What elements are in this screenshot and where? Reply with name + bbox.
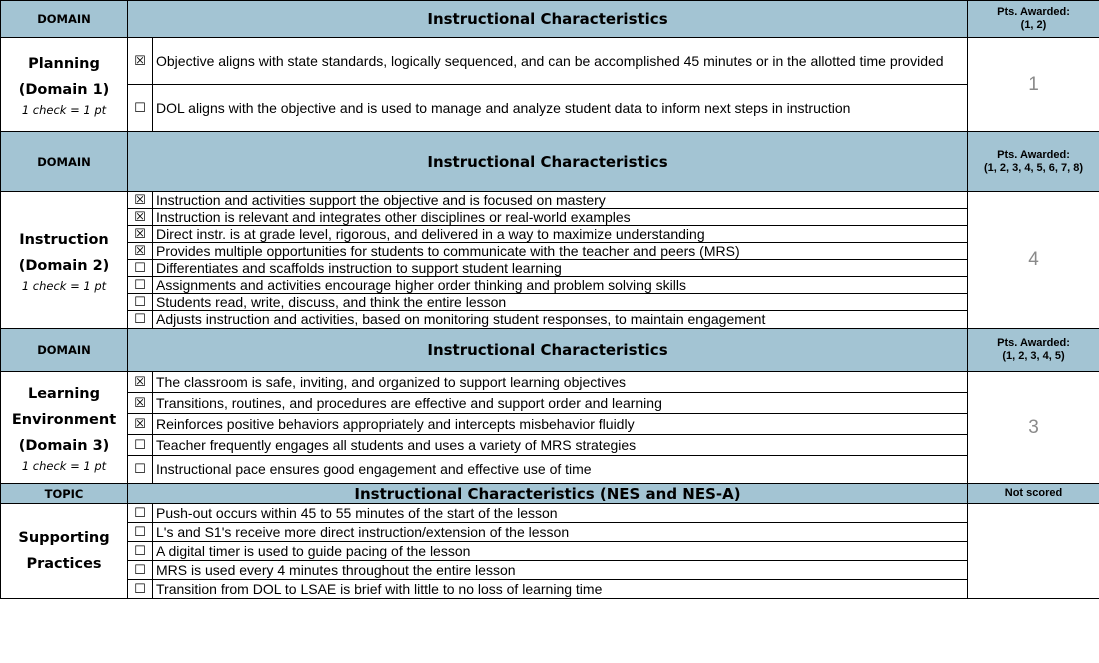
criterion-text: Instruction is relevant and integrates other disciplines or real-world examples (153, 209, 968, 226)
characteristic-row (1, 260, 1099, 277)
section-header-row (1, 329, 1099, 372)
criterion-checkbox[interactable]: ☐ (128, 580, 153, 599)
domain-column-header: DOMAIN (1, 132, 128, 192)
characteristics-column-header: Instructional Characteristics (128, 132, 968, 192)
domain-name-line: Instruction (19, 231, 109, 248)
criterion-text: DOL aligns with the objective and is used to manage and analyze student data to inform next steps in instruction (153, 85, 968, 132)
section-header-row (1, 1, 1099, 38)
characteristic-row (1, 277, 1099, 294)
criterion-checkbox[interactable]: ☐ (128, 435, 153, 456)
criterion-text: Objective aligns with state standards, logically sequenced, and can be accomplished 45 minutes or in the allotted time provided (153, 38, 968, 85)
points-header-range: (1, 2, 3, 4, 5) (1002, 350, 1065, 362)
criterion-text: Teacher frequently engages all students and uses a variety of MRS strategies (153, 435, 968, 456)
points-column-header (968, 484, 1099, 504)
characteristic-row (1, 523, 1099, 542)
domain-name-line: (Domain 1) (18, 82, 110, 98)
points-column-header (968, 132, 1099, 192)
domain-label-cell (1, 192, 128, 329)
domain-name-line: Environment (11, 412, 117, 428)
points-column-header (968, 1, 1099, 38)
characteristics-column-header: Instructional Characteristics (128, 329, 968, 372)
characteristic-row (1, 294, 1099, 311)
criterion-text: Provides multiple opportunities for students to communicate with the teacher and peers (MRS) (153, 243, 968, 260)
criterion-checkbox[interactable]: ☐ (128, 504, 153, 523)
criterion-checkbox[interactable]: ☒ (128, 226, 153, 243)
criterion-checkbox[interactable]: ☐ (128, 260, 153, 277)
domain-label-cell (1, 372, 128, 484)
points-awarded-cell: 4 (968, 192, 1099, 329)
points-column-header (968, 329, 1099, 372)
criterion-text: Students read, write, discuss, and think the entire lesson (153, 294, 968, 311)
characteristic-row (1, 243, 1099, 260)
points-awarded-cell (968, 504, 1099, 599)
characteristic-row (1, 414, 1099, 435)
domain-name-line: Supporting (18, 530, 110, 546)
characteristic-row (1, 192, 1099, 209)
criterion-checkbox[interactable]: ☐ (128, 542, 153, 561)
criterion-text: Transition from DOL to LSAE is brief with little to no loss of learning time (153, 580, 968, 599)
characteristic-row (1, 456, 1099, 484)
criterion-text: The classroom is safe, inviting, and organized to support learning objectives (153, 372, 968, 393)
points-header-label: Pts. Awarded: (997, 337, 1070, 349)
criterion-checkbox[interactable]: ☐ (128, 277, 153, 294)
characteristic-row (1, 311, 1099, 329)
points-header-label: Pts. Awarded: (997, 148, 1070, 161)
domain-column-header: TOPIC (1, 484, 128, 504)
criterion-text: Transitions, routines, and procedures are effective and support order and learning (153, 393, 968, 414)
domain-name-line: Learning (27, 386, 100, 402)
points-header-range: (1, 2) (1020, 19, 1047, 31)
domain-label-cell (1, 504, 128, 599)
criterion-text: Instruction and activities support the objective and is focused on mastery (153, 192, 968, 209)
domain-column-header: DOMAIN (1, 1, 128, 38)
criterion-text: Assignments and activities encourage higher order thinking and problem solving skills (153, 277, 968, 294)
criterion-checkbox[interactable]: ☒ (128, 38, 153, 85)
characteristic-row (1, 542, 1099, 561)
points-header-range: (1, 2, 3, 4, 5, 6, 7, 8) (983, 161, 1084, 174)
points-awarded-cell: 1 (968, 38, 1099, 132)
criterion-checkbox[interactable]: ☐ (128, 561, 153, 580)
characteristic-row (1, 580, 1099, 599)
scoring-note: 1 check = 1 pt (21, 278, 107, 293)
scoring-note: 1 check = 1 pt (21, 459, 107, 473)
domain-name-line: (Domain 2) (18, 257, 110, 274)
characteristic-row (1, 372, 1099, 393)
criterion-text: Differentiates and scaffolds instruction to support student learning (153, 260, 968, 277)
criterion-text: L's and S1's receive more direct instruction/extension of the lesson (153, 523, 968, 542)
characteristic-row (1, 38, 1099, 85)
domain-name-line: (Domain 3) (18, 438, 110, 454)
domain-name-line: Planning (28, 56, 100, 72)
criterion-checkbox[interactable]: ☒ (128, 243, 153, 260)
section-header-row (1, 132, 1099, 192)
criterion-text: Reinforces positive behaviors appropriately and intercepts misbehavior fluidly (153, 414, 968, 435)
criterion-text: Instructional pace ensures good engagement and effective use of time (153, 456, 968, 484)
criterion-text: Adjusts instruction and activities, based on monitoring student responses, to maintain engagement (153, 311, 968, 329)
characteristic-row (1, 226, 1099, 243)
characteristic-row (1, 561, 1099, 580)
scoring-note: 1 check = 1 pt (21, 103, 107, 117)
criterion-checkbox[interactable]: ☐ (128, 294, 153, 311)
criterion-checkbox[interactable]: ☐ (128, 85, 153, 132)
criterion-checkbox[interactable]: ☒ (128, 209, 153, 226)
criterion-checkbox[interactable]: ☐ (128, 523, 153, 542)
domain-label-cell (1, 38, 128, 132)
points-awarded-cell: 3 (968, 372, 1099, 484)
domain-name-line: Practices (26, 556, 102, 572)
points-header-label: Pts. Awarded: (997, 6, 1070, 18)
characteristic-row (1, 85, 1099, 132)
characteristic-row (1, 209, 1099, 226)
criterion-checkbox[interactable]: ☒ (128, 414, 153, 435)
domain-column-header: DOMAIN (1, 329, 128, 372)
characteristic-row (1, 435, 1099, 456)
criterion-checkbox[interactable]: ☐ (128, 456, 153, 484)
criterion-text: Push-out occurs within 45 to 55 minutes of the start of the lesson (153, 504, 968, 523)
criterion-checkbox[interactable]: ☒ (128, 393, 153, 414)
criterion-checkbox[interactable]: ☒ (128, 192, 153, 209)
criterion-text: MRS is used every 4 minutes throughout the entire lesson (153, 561, 968, 580)
characteristic-row (1, 504, 1099, 523)
section-header-row (1, 484, 1099, 504)
criterion-text: A digital timer is used to guide pacing of the lesson (153, 542, 968, 561)
characteristics-column-header: Instructional Characteristics (NES and NES-A) (128, 484, 968, 504)
points-header-label: Not scored (1004, 487, 1063, 499)
criterion-text: Direct instr. is at grade level, rigorous, and delivered in a way to maximize understanding (153, 226, 968, 243)
characteristic-row (1, 393, 1099, 414)
criterion-checkbox[interactable]: ☒ (128, 372, 153, 393)
criterion-checkbox[interactable]: ☐ (128, 311, 153, 329)
characteristics-column-header: Instructional Characteristics (128, 1, 968, 38)
